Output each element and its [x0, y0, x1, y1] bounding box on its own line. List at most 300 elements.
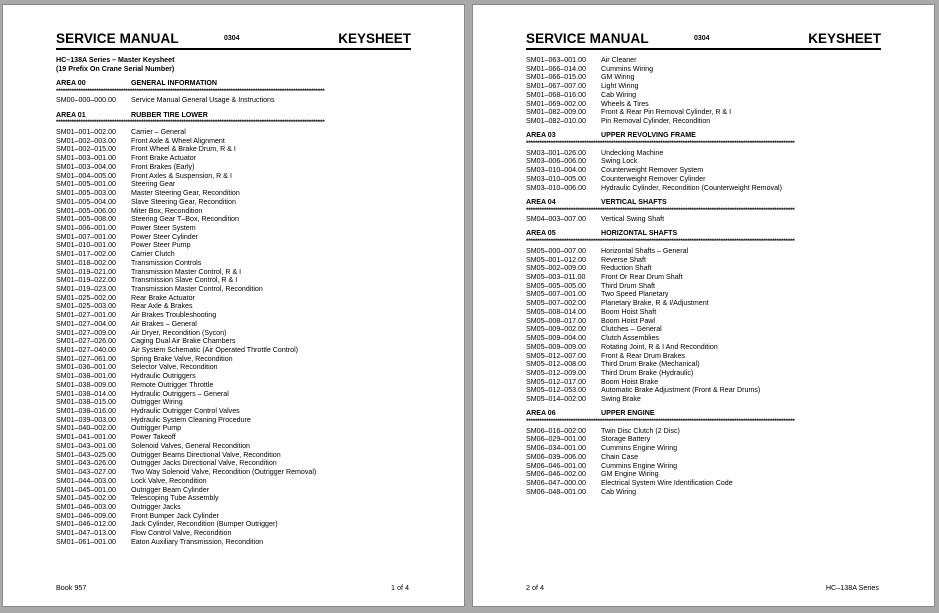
entry-description: Power Steer Pump [131, 241, 191, 250]
keysheet-entry [526, 290, 883, 299]
entry-code: SM01–004–005.00 [56, 171, 116, 180]
entry-code: SM05–012–017.00 [526, 377, 586, 386]
keysheet-entry [56, 207, 413, 216]
area-heading [56, 79, 413, 88]
entry-description: Swing Lock [601, 157, 638, 166]
area-title: RUBBER TIRE LOWER [131, 110, 208, 119]
keysheet-entry [56, 189, 413, 198]
entry-description: Pin Removal Cylinder, Recondition [601, 117, 711, 126]
entry-description: Front & Rear Pin Removal Cylinder, R & I [601, 108, 732, 117]
entry-description: Rear Axle & Brakes [131, 302, 193, 311]
keysheet-entry [526, 100, 883, 109]
asterisk-rule: ************************************************************************************************************************ [526, 206, 795, 214]
entry-code: SM01–039–003.00 [56, 415, 116, 424]
keysheet-entry [56, 529, 413, 538]
entry-description: Rotating Joint, R & I And Recondition [601, 342, 718, 351]
entry-description: Undecking Machine [601, 148, 664, 157]
entry-description: Front Bumper Jack Cylinder [131, 511, 219, 520]
entry-code: SM05–001–012.00 [526, 255, 586, 264]
keysheet-entry [526, 82, 883, 91]
entry-description: Front Axle & Wheel Alignment [131, 136, 225, 145]
entry-code: SM01–010–001.00 [56, 241, 116, 250]
entry-code: SM01–027–040.00 [56, 346, 116, 354]
entry-description: Transmission Master Control, R & I [131, 267, 242, 276]
area-title: UPPER REVOLVING FRAME [601, 131, 696, 140]
entry-code: SM03–010–005.00 [526, 174, 586, 183]
keysheet-entry [56, 329, 413, 338]
intro-line: HC–138A Series – Master Keysheet [56, 56, 175, 64]
entry-code: SM06–039–006.00 [526, 452, 586, 461]
entry-description: Light Wiring [601, 82, 639, 91]
entry-description: Front & Rear Drum Brakes [601, 351, 685, 360]
keysheet-entry [526, 175, 883, 184]
page-2 [472, 4, 935, 607]
entry-description: Counterweight Remover System [601, 166, 704, 175]
entry-description: Cummins Engine Wiring [601, 444, 678, 453]
entry-code: SM06–048–001.00 [526, 487, 586, 496]
entry-code: SM05–008–014.00 [526, 307, 586, 316]
entry-code: SM01–044–003.00 [56, 476, 116, 485]
entry-description: Remote Outrigger Throttle [131, 380, 214, 389]
keysheet-entry [526, 334, 883, 343]
keysheet-entry [526, 65, 883, 74]
entry-description: Hydraulic Outriggers [131, 372, 196, 381]
entry-code: SM05–003–011.00 [526, 273, 586, 282]
keysheet-entry [56, 363, 413, 372]
area-title: GENERAL INFORMATION [131, 78, 218, 87]
keysheet-entry [56, 311, 413, 320]
keysheet-entry [56, 424, 413, 433]
keysheet-entry [526, 108, 883, 117]
entry-description: Master Steering Gear, Recondition [131, 189, 240, 198]
entry-description: Boom Hoist Pawl [601, 316, 656, 325]
entry-description: Two Way Solenoid Valve, Recondition (Outrigger Removal) [131, 468, 317, 477]
keysheet-entry [526, 56, 883, 65]
keysheet-entry [56, 451, 413, 460]
entry-code: SM01–043–027.00 [56, 468, 116, 477]
area-number: AREA 01 [56, 110, 86, 119]
entry-code: SM01–082–009.00 [526, 108, 586, 117]
keysheet-entry [56, 180, 413, 189]
entry-description: Air Cleaner [601, 56, 637, 64]
entry-code: SM01–005–004.00 [56, 197, 116, 206]
entry-code: SM01–067–007.00 [526, 82, 586, 91]
keysheet-entry [526, 264, 883, 273]
entry-code: SM01–006–001.00 [56, 223, 116, 232]
entry-code: SM01–046–003.00 [56, 502, 116, 511]
entry-code: SM01–005–001.00 [56, 180, 116, 189]
entry-code: SM01–018–002.00 [56, 258, 116, 267]
entry-code: SM01–069–002.00 [526, 99, 586, 108]
keysheet-entry [526, 369, 883, 378]
entry-code: SM01–068–016.00 [526, 90, 586, 99]
footer-right: 1 of 4 [391, 583, 409, 592]
entry-description: Storage Battery [601, 435, 651, 444]
entry-description: Outrigger Jacks [131, 502, 181, 511]
entry-description: Telescoping Tube Assembly [131, 494, 219, 503]
keysheet-entry [56, 233, 413, 242]
keysheet-entry [56, 302, 413, 311]
keysheet-entry [56, 337, 413, 346]
entry-description: Transmission Master Control, Recondition [131, 284, 263, 293]
keysheet-entry [56, 407, 413, 416]
entry-code: SM01–007–001.00 [56, 232, 116, 241]
entry-description: Vertical Swing Shaft [601, 215, 665, 224]
entry-description: Reduction Shaft [601, 264, 652, 273]
keysheet-entry [56, 259, 413, 268]
keysheet-entry [526, 488, 883, 497]
asterisk-rule: ************************************************************************************************************************ [56, 87, 325, 95]
entry-description: Outrigger Beams Directional Valve, Recondition [131, 450, 281, 459]
area-title: VERTICAL SHAFTS [601, 197, 667, 206]
entry-description: Selector Valve, Recondition [131, 363, 218, 372]
area-heading [526, 131, 883, 140]
entry-code: SM01–040–002.00 [56, 424, 116, 433]
entry-description: Solenoid Valves, General Recondition [131, 441, 250, 450]
entry-description: Outrigger Jacks Directional Valve, Recondition [131, 459, 277, 468]
entry-description: Planetary Brake, R & I/Adjustment [601, 299, 709, 308]
entry-description: Front Wheel & Brake Drum, R & I [131, 145, 236, 154]
entry-code: SM05–000–007.00 [526, 246, 586, 255]
entry-code: SM01–005–003.00 [56, 189, 116, 198]
keysheet-entry [526, 299, 883, 308]
entry-code: SM01–043–026.00 [56, 459, 116, 468]
keysheet-entry [526, 479, 883, 488]
entry-description: Reverse Shaft [601, 255, 646, 264]
entry-description: Steering Gear [131, 180, 176, 189]
entry-description: Electrical System Wire Identification Code [601, 479, 733, 488]
entry-code: SM01–025–003.00 [56, 302, 116, 311]
entry-code: SM01–027–061.00 [56, 354, 116, 363]
entry-description: Hydraulic Cylinder, Recondition (Counterweight Removal) [601, 183, 782, 192]
entry-description: Third Drum Brake (Hydraulic) [601, 368, 694, 377]
entry-code: SM01–082–010.00 [526, 117, 586, 126]
entry-code: SM01–046–009.00 [56, 511, 116, 520]
area-title: UPPER ENGINE [601, 409, 655, 418]
keysheet-entry [56, 96, 413, 105]
entry-code: SM00–000–000.00 [56, 96, 116, 105]
area-heading [526, 409, 883, 418]
keysheet-entry [526, 386, 883, 395]
keysheet-entry [526, 256, 883, 265]
entry-description: Power Takeoff [131, 433, 176, 442]
keysheet-entry [56, 381, 413, 390]
entry-description: Hydraulic System Cleaning Procedure [131, 415, 251, 424]
entry-code: SM01–002–003.00 [56, 136, 116, 145]
intro-line: (19 Prefix On Crane Serial Number) [56, 64, 175, 73]
keysheet-entry [56, 268, 413, 277]
area-number: AREA 03 [526, 131, 556, 140]
keysheet-entry [56, 494, 413, 503]
entry-code: SM01–043–001.00 [56, 441, 116, 450]
keysheet-entry [56, 163, 413, 172]
keysheet-entry [56, 355, 413, 364]
keysheet-entry [526, 117, 883, 126]
keysheet-entry [526, 360, 883, 369]
keysheet-entry [526, 352, 883, 361]
entry-description: Transmission Slave Control, R & I [131, 276, 238, 285]
keysheet-entry [56, 416, 413, 425]
entry-description: Air Dryer, Recondition (Sycon) [131, 328, 227, 337]
entry-description: Service Manual General Usage & Instructions [131, 96, 275, 105]
entry-code: SM05–009–004.00 [526, 334, 586, 343]
entry-code: SM06–046–001.00 [526, 461, 586, 470]
entry-code: SM01–041–001.00 [56, 433, 116, 442]
entry-code: SM01–066–015.00 [526, 73, 586, 82]
area-heading [526, 229, 883, 238]
entry-description: Clutches – General [601, 325, 662, 334]
entry-code: SM01–027–009.00 [56, 328, 116, 337]
entry-description: Steering Gear T–Box, Recondition [131, 215, 239, 224]
entry-code: SM01–045–001.00 [56, 485, 116, 494]
entry-description: Carrier Clutch [131, 250, 175, 259]
entry-code: SM05–008–017.00 [526, 316, 586, 325]
entry-description: Counterweight Remover Cylinder [601, 174, 706, 183]
page-header [56, 30, 411, 50]
entry-description: Front Brakes (Early) [131, 162, 195, 171]
keysheet-entry [56, 215, 413, 224]
keysheet-body [526, 56, 883, 497]
entry-code: SM06–047–000.00 [526, 479, 586, 488]
entry-code: SM01–038–016.00 [56, 407, 116, 416]
entry-description: Wheels & Tires [601, 99, 649, 108]
entry-description: Cab Wiring [601, 90, 637, 99]
footer-left: 2 of 4 [526, 583, 544, 592]
entry-description: Cummins Wiring [601, 64, 654, 73]
keysheet-entry [56, 198, 413, 207]
keysheet-entry [56, 294, 413, 303]
keysheet-entry [526, 157, 883, 166]
manual-code: 0304 [694, 35, 710, 42]
entry-description: Third Drum Shaft [601, 281, 656, 290]
keysheet-entry [526, 282, 883, 291]
keysheet-entry [526, 435, 883, 444]
entry-description: Hydraulic Outriggers – General [131, 389, 229, 398]
keysheet-entry [56, 137, 413, 146]
entry-code: SM01–005–008.00 [56, 215, 116, 224]
keysheet-entry [526, 462, 883, 471]
entry-description: Transmission Controls [131, 258, 202, 267]
entry-code: SM01–003–004.00 [56, 162, 116, 171]
entry-code: SM01–005–006.00 [56, 206, 116, 215]
page-header [526, 30, 881, 50]
keysheet-entry [56, 459, 413, 468]
entry-description: Outrigger Beam Cylinder [131, 485, 210, 494]
keysheet-entry [526, 395, 883, 404]
entry-code: SM01–043–025.00 [56, 450, 116, 459]
entry-description: Air Brakes Troubleshooting [131, 311, 217, 320]
entry-code: SM03–010–004.00 [526, 166, 586, 175]
keysheet-entry [56, 372, 413, 381]
entry-description: Jack Cylinder, Recondition (Bumper Outrigger) [131, 520, 278, 529]
footer-left: Book 957 [56, 583, 87, 592]
asterisk-rule: ************************************************************************************************************************ [526, 418, 795, 426]
area-number: AREA 00 [56, 78, 86, 87]
entry-code: SM05–012–009.00 [526, 368, 586, 377]
keysheet-entry [56, 538, 413, 547]
entry-code: SM01–003–001.00 [56, 154, 116, 163]
entry-description: Horizontal Shafts – General [601, 246, 689, 255]
entry-code: SM05–012–008.00 [526, 360, 586, 369]
keysheet-entry [526, 308, 883, 317]
keysheet-entry [526, 470, 883, 479]
area-number: AREA 05 [526, 229, 556, 238]
entry-description: Power Steer System [131, 223, 196, 232]
area-number: AREA 04 [526, 197, 556, 206]
keysheet-entry [56, 477, 413, 486]
entry-description: Clutch Assemblies [601, 334, 659, 343]
entry-code: SM01–047–013.00 [56, 529, 116, 538]
keysheet-entry [526, 317, 883, 326]
entry-description: Third Drum Brake (Mechanical) [601, 360, 700, 369]
entry-description: Miter Box, Recondition [131, 206, 203, 215]
entry-description: GM Engine Wiring [601, 470, 659, 479]
keysheet-entry [56, 520, 413, 529]
keysheet-entry [526, 149, 883, 158]
entry-code: SM06–016–002.00 [526, 426, 586, 435]
keysheet-entry [56, 503, 413, 512]
keysheet-entry [56, 442, 413, 451]
entry-code: SM01–027–026.00 [56, 337, 116, 346]
entry-code: SM01–045–002.00 [56, 494, 116, 503]
keysheet-entry [56, 172, 413, 181]
entry-code: SM04–003–007.00 [526, 215, 586, 224]
asterisk-rule: ************************************************************************************************************************ [56, 119, 325, 127]
manual-code: 0304 [224, 35, 240, 42]
entry-code: SM03–010–006.00 [526, 183, 586, 192]
keysheet-entry [56, 398, 413, 407]
asterisk-rule: ************************************************************************************************************************ [526, 238, 795, 246]
keysheet-entry [526, 91, 883, 100]
entry-code: SM01–066–014.00 [526, 64, 586, 73]
keysheet-entry [56, 285, 413, 294]
keysheet-entry [526, 166, 883, 175]
entry-code: SM06–034–001.00 [526, 444, 586, 453]
entry-description: Front Or Rear Drum Shaft [601, 273, 683, 282]
entry-description: Power Steer Cylinder [131, 232, 199, 241]
entry-description: Swing Brake [601, 395, 641, 404]
entry-description: Chain Case [601, 452, 639, 461]
entry-code: SM05–009–009.00 [526, 342, 586, 351]
keysheet-entry [56, 128, 413, 137]
entry-code: SM03–001–026.00 [526, 148, 586, 157]
asterisk-rule: ************************************************************************************************************************ [526, 139, 795, 147]
keysheet-entry [526, 73, 883, 82]
entry-description: Cab Wiring [601, 487, 637, 496]
entry-description: Air System Schematic (Air Operated Throttle Control) [131, 346, 299, 354]
keysheet-entry [56, 250, 413, 259]
entry-code: SM01–038–009.00 [56, 380, 116, 389]
page-1 [2, 4, 465, 607]
entry-description: Rear Brake Actuator [131, 293, 195, 302]
entry-code: SM01–038–014.00 [56, 389, 116, 398]
entry-code: SM01–063–001.00 [526, 56, 586, 64]
keysheet-entry [526, 427, 883, 436]
keysheet-entry [56, 320, 413, 329]
entry-code: SM01–038–015.00 [56, 398, 116, 407]
keysheet-entry [56, 154, 413, 163]
entry-code: SM01–017–002.00 [56, 250, 116, 259]
keysheet-entry [56, 486, 413, 495]
entry-description: Hydraulic Outrigger Control Valves [131, 407, 240, 416]
entry-description: Flow Control Valve, Recondition [131, 529, 232, 538]
keysheet-entry [526, 273, 883, 282]
keysheet-entry [526, 184, 883, 193]
keysheet-body [56, 56, 413, 547]
keysheet-entry [526, 444, 883, 453]
entry-description: Lock Valve, Recondition [131, 476, 207, 485]
keysheet-entry [56, 346, 413, 355]
entry-code: SM01–019–021.00 [56, 267, 116, 276]
area-heading [526, 198, 883, 207]
entry-code: SM01–027–004.00 [56, 319, 116, 328]
entry-description: Front Axles & Suspension, R & I [131, 171, 232, 180]
entry-description: Front Brake Actuator [131, 154, 197, 163]
keysheet-entry [56, 276, 413, 285]
entry-code: SM01–038–001.00 [56, 372, 116, 381]
keysheet-entry [56, 433, 413, 442]
area-number: AREA 06 [526, 409, 556, 418]
entry-description: Caging Dual Air Brake Chambers [131, 337, 236, 346]
entry-description: Two Speed Planetary [601, 290, 669, 299]
entry-code: SM01–027–001.00 [56, 311, 116, 320]
entry-code: SM01–046–012.00 [56, 520, 116, 529]
keysheet-entry [526, 247, 883, 256]
keysheet-label: KEYSHEET [808, 31, 881, 46]
footer-right: HC–138A Series [825, 583, 879, 592]
keysheet-entry [56, 145, 413, 154]
manual-title: SERVICE MANUAL [526, 31, 649, 46]
keysheet-entry [56, 224, 413, 233]
area-heading [56, 111, 413, 120]
entry-code: SM01–019–023.00 [56, 284, 116, 293]
keysheet-label: KEYSHEET [338, 31, 411, 46]
keysheet-entry [56, 241, 413, 250]
entry-description: Outrigger Wiring [131, 398, 183, 407]
entry-code: SM01–061–001.00 [56, 537, 116, 546]
area-title: HORIZONTAL SHAFTS [601, 229, 678, 238]
entry-code: SM05–005–005.00 [526, 281, 586, 290]
manual-title: SERVICE MANUAL [56, 31, 179, 46]
keysheet-entry [56, 468, 413, 477]
entry-code: SM01–025–002.00 [56, 293, 116, 302]
keysheet-entry [526, 215, 883, 224]
entry-code: SM01–001–002.00 [56, 128, 116, 137]
entry-description: Boom Hoist Shaft [601, 307, 657, 316]
keysheet-entry [526, 325, 883, 334]
keysheet-entry [56, 390, 413, 399]
entry-description: Outrigger Pump [131, 424, 182, 433]
entry-code: SM03–006–006.00 [526, 157, 586, 166]
entry-code: SM05–007–001.00 [526, 290, 586, 299]
keysheet-entry [526, 378, 883, 387]
entry-code: SM05–007–002.00 [526, 299, 586, 308]
entry-code: SM05–012–053.00 [526, 386, 586, 395]
entry-description: Twin Disc Clutch (2 Disc) [601, 426, 680, 435]
entry-code: SM05–014–002.00 [526, 395, 586, 404]
keysheet-entry [526, 343, 883, 352]
entry-description: Automatic Brake Adjustment (Front & Rear Drums) [601, 386, 761, 395]
entry-code: SM01–002–015.00 [56, 145, 116, 154]
keysheet-entry [526, 453, 883, 462]
entry-description: Carrier – General [131, 128, 186, 137]
entry-description: GM Wiring [601, 73, 635, 82]
entry-code: SM06–046–002.00 [526, 470, 586, 479]
entry-code: SM01–019–022.00 [56, 276, 116, 285]
entry-code: SM05–002–009.00 [526, 264, 586, 273]
entry-description: Spring Brake Valve, Recondition [131, 354, 233, 363]
entry-description: Eaton Auxiliary Transmission, Recondition [131, 537, 264, 546]
